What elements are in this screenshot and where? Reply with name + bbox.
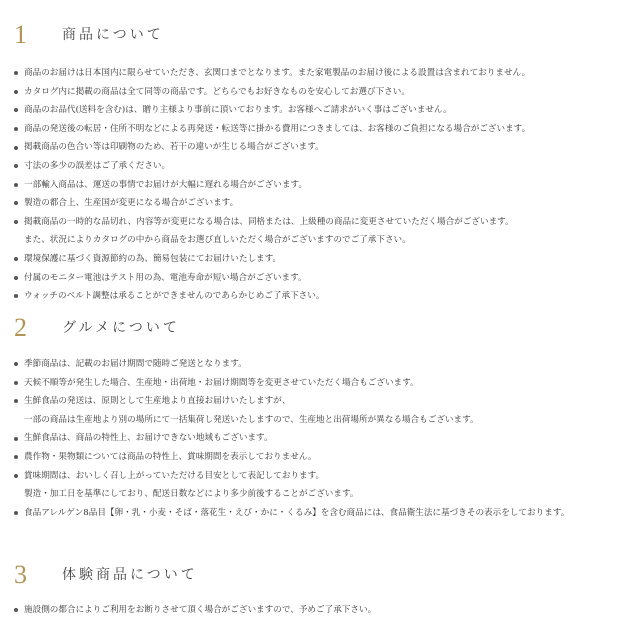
- notice-item: [14, 504, 632, 523]
- notice-text: 賞味期間は、おいしく召し上がっていただける目安として表記しております。: [24, 470, 325, 481]
- notice-item: [14, 287, 632, 306]
- notice-text: 掲載商品の色合い等は印刷物のため、若干の違いが生じる場合がございます。: [24, 142, 324, 153]
- bullet-icon: [14, 276, 18, 280]
- bullet-icon: [14, 183, 18, 187]
- notice-item: [14, 485, 632, 504]
- bullet-icon: [14, 220, 18, 224]
- notice-text: 一部の商品は生産地より別の場所にて一括集荷し発送いたしますので、生産地と出荷場所が異なる場合もございます。: [24, 414, 479, 425]
- bullet-icon: [14, 164, 18, 168]
- notice-item: [14, 429, 632, 448]
- section-number: 3: [14, 560, 27, 589]
- notice-text: 施設側の都合によりご利用をお断りさせて頂く場合がございますので、予めご了承下さい。: [24, 605, 377, 615]
- notice-item: [14, 467, 632, 486]
- notice-text: 製造・加工日を基準にしており、配送日数などにより多少前後することがございます。: [24, 489, 359, 500]
- notice-text: 製造の都合上、生産国が変更になる場合がございます。: [24, 198, 239, 209]
- section-number: 1: [14, 20, 27, 49]
- notice-text: 農作物・果物類については商品の特性上、賞味期間を表示しておりません。: [24, 451, 317, 462]
- notice-text: 生鮮食品は、商品の特性上、お届けできない地域もございます。: [24, 433, 273, 444]
- notice-text: 生鮮食品の発送は、原則として生産地より直接お届けいたしますが、: [24, 396, 291, 407]
- notice-item: [14, 194, 632, 213]
- bullet-icon: [14, 362, 18, 366]
- notice-item: [14, 355, 632, 374]
- notice-text: 一部輸入商品は、運送の事情でお届けが大幅に遅れる場合がございます。: [24, 179, 307, 190]
- notice-item: [14, 64, 632, 83]
- bullet-icon: [14, 146, 18, 150]
- notice-item: [14, 448, 632, 467]
- notice-item: [14, 157, 632, 176]
- notice-item: [14, 101, 632, 120]
- section-title: グルメについて: [62, 320, 180, 336]
- notice-item: [14, 138, 632, 157]
- notice-text: また、状況によりカタログの中から商品をお選び直しいただく場合がございますのでご了承下さい。: [24, 235, 411, 246]
- notice-item: [14, 250, 632, 269]
- notice-text: 寸法の多少の誤差はご了承ください。: [24, 160, 171, 171]
- notice-text: 季節商品は、記載のお届け期間で随時ご発送となります。: [24, 359, 247, 369]
- notice-item: [14, 411, 632, 430]
- bullet-icon: [14, 201, 18, 205]
- notice-item: [14, 269, 632, 288]
- bullet-icon: [14, 127, 18, 131]
- bullet-icon: [14, 437, 18, 441]
- section-title: 商品について: [62, 27, 164, 43]
- bullet-icon: [14, 511, 18, 515]
- notice-list: [14, 601, 632, 620]
- notice-item: [14, 374, 632, 393]
- section-heading: [14, 313, 180, 343]
- bullet-icon: [14, 474, 18, 478]
- bullet-icon: [14, 608, 18, 612]
- section-heading: [14, 560, 198, 590]
- notice-text: 商品の発送後の転居・住所不明などによる再発送・転送等に掛かる費用につきましては、お客様のご負担になる場合がございます。: [24, 123, 531, 134]
- bullet-icon: [14, 90, 18, 94]
- notice-text: 掲載商品の一時的な品切れ、内容等が変更になる場合は、同格または、上級種の商品に変更させていただく場合がございます。: [24, 216, 514, 227]
- bullet-icon: [14, 455, 18, 459]
- bullet-icon: [14, 71, 18, 75]
- notice-item: [14, 176, 632, 195]
- notice-text: カタログ内に掲載の商品は全て同等の商品です。どちらでもお好きなものを安心してお選び下さい。: [24, 86, 410, 97]
- notice-item: [14, 120, 632, 139]
- bullet-icon: [14, 381, 18, 385]
- notice-text: ウォッチのベルト調整は承ることができませんのであらかじめご了承下さい。: [24, 291, 325, 302]
- notice-text: 付属のモニター電池はテスト用の為、電池寿命が短い場合がございます。: [24, 272, 307, 283]
- section-heading: [14, 20, 164, 50]
- notice-item: [14, 83, 632, 102]
- section-number: 2: [14, 313, 27, 342]
- bullet-icon: [14, 257, 18, 261]
- notice-item: [14, 213, 632, 232]
- notice-item: [14, 601, 632, 620]
- notice-list: [14, 64, 632, 306]
- section-title: 体験商品について: [62, 567, 198, 583]
- notice-text: 環境保護に基づく資源節約の為、簡易包装にてお届けいたします。: [24, 253, 282, 264]
- notice-text: 食品アレルゲン8品目【卵・乳・小麦・そば・落花生・えび・かに・くるみ】を含む商品には、食品衛生法に基づきその表示をしております。: [24, 507, 570, 518]
- notice-item: [14, 231, 632, 250]
- notice-item: [14, 392, 632, 411]
- notice-list: [14, 355, 632, 522]
- bullet-icon: [14, 294, 18, 298]
- notice-text: 商品のお届けは日本国内に限らせていただき、玄関口までとなります。また家電製品のお届け後による設置は含まれておりません。: [24, 68, 531, 78]
- bullet-icon: [14, 399, 18, 403]
- notice-text: 天候不順等が発生した場合、生産地・出荷地・お届け期間等を変更させていただく場合もございます。: [24, 377, 419, 388]
- bullet-icon: [14, 108, 18, 112]
- notice-text: 商品のお品代(送料を含む)は、贈り主様より事前に頂いております。お客様へご請求がいく事はございません。: [24, 105, 452, 116]
